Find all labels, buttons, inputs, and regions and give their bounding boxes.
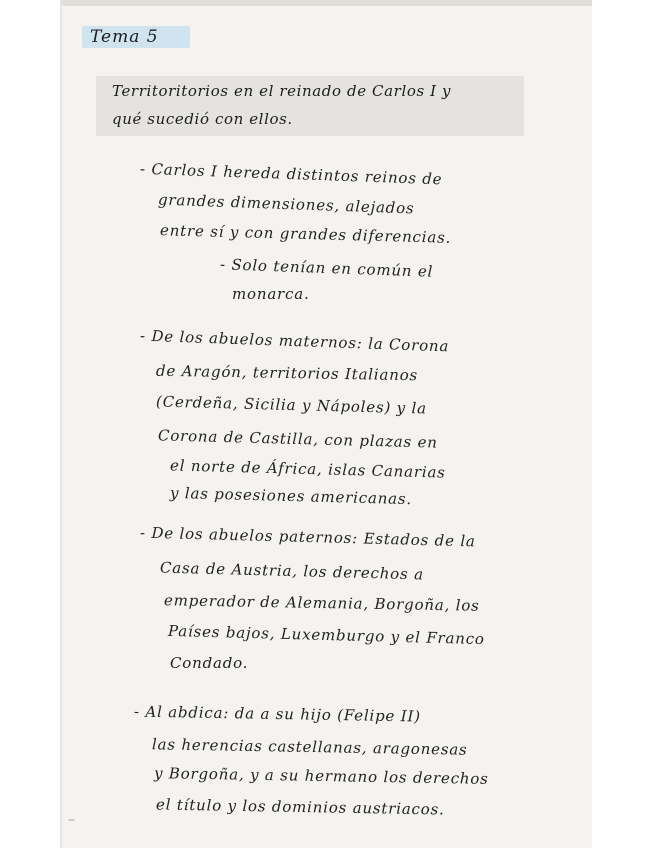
bullet-1-line-1: - Carlos I hereda distintos reinos de: [139, 159, 443, 189]
bullet-1-line-3: entre sí y con grandes diferencias.: [159, 221, 452, 247]
bullet-3-line-1: - De los abuelos maternos: la Corona: [139, 326, 450, 356]
bullet-3-line-4: Corona de Castilla, con plazas en: [157, 426, 438, 452]
bullet-3-line-2: de Aragón, territorios Italianos: [155, 361, 419, 385]
bullet-2-line-2: monarca.: [232, 285, 310, 303]
bullet-3-line-6: y las posesiones americanas.: [169, 483, 413, 509]
tema-label: Tema 5: [82, 26, 190, 48]
bullet-5-line-2: las herencias castellanas, aragonesas: [151, 735, 468, 759]
bullet-4-line-4: Países bajos, Luxemburgo y el Franco: [167, 621, 485, 649]
bullet-4-line-3: emperador de Alemania, Borgoña, los: [163, 591, 480, 615]
page-edge-mark: –: [68, 812, 75, 828]
page-top-edge: [62, 0, 592, 6]
bullet-2-line-1: - Solo tenían en común el: [219, 255, 434, 281]
bullet-5-line-4: el título y los dominios austriacos.: [155, 795, 445, 819]
bullet-3-line-3: (Cerdeña, Sicilia y Nápoles) y la: [155, 392, 428, 418]
heading-line-1: Territoritorios en el reinado de Carlos I y: [112, 82, 452, 100]
bullet-3-line-5: el norte de África, islas Canarias: [169, 456, 446, 482]
heading-line-2: qué sucedió con ellos.: [112, 110, 293, 128]
bullet-4-line-5: Condado.: [170, 654, 249, 672]
bullet-5-line-3: y Borgoña, y a su hermano los derechos: [153, 764, 489, 788]
bullet-5-line-1: - Al abdica: da a su hijo (Felipe II): [133, 702, 422, 726]
bullet-4-line-1: - De los abuelos paternos: Estados de la: [139, 523, 476, 551]
bullet-4-line-2: Casa de Austria, los derechos a: [159, 558, 425, 584]
bullet-1-line-2: grandes dimensiones, alejados: [157, 190, 415, 218]
